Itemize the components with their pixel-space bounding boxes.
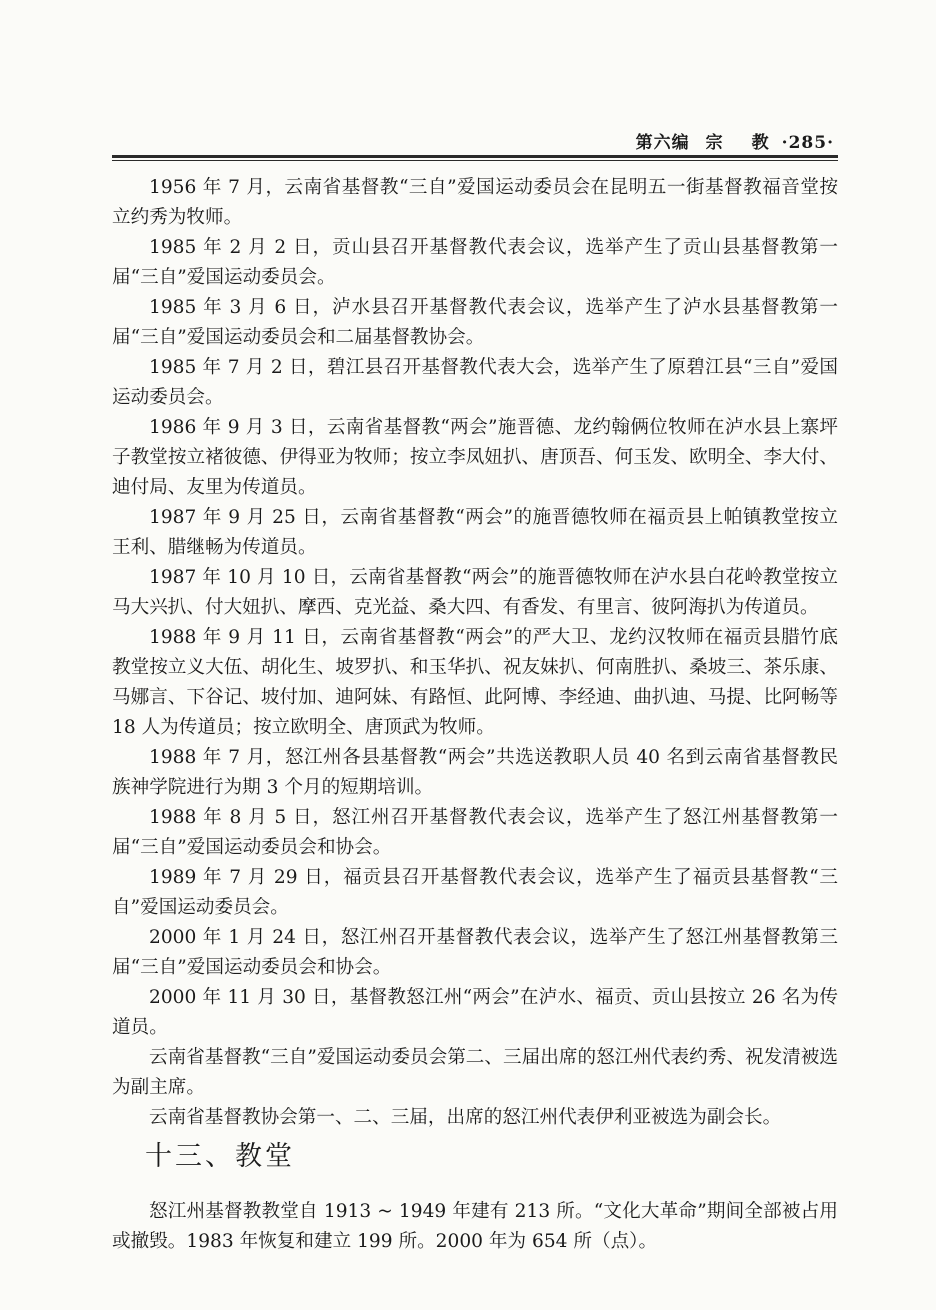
paragraph: 云南省基督教“三自”爱国运动委员会第二、三届出席的怒江州代表约秀、祝发清被选为副主席。: [112, 1047, 838, 1098]
header-text: [636, 128, 834, 153]
page-number: ·285·: [781, 133, 834, 153]
paragraph: 1986 年 9 月 3 日，云南省基督教“两会”施晋德、龙约翰俩位牧师在泸水县上寨坪子教堂按立褚彼德、伊得亚为牧师；按立李凤妞扒、唐顶吾、何玉发、欧明全、李大付、迪付局、友里为传道员。: [112, 417, 838, 498]
header-title-1: 宗: [705, 133, 724, 153]
paragraph: 1985 年 2 月 2 日，贡山县召开基督教代表会议，选举产生了贡山县基督教第一届“三自”爱国运动委员会。: [112, 237, 838, 288]
paragraph: 1988 年 8 月 5 日，怒江州召开基督教代表会议，选举产生了怒江州基督教第一届“三自”爱国运动委员会和协会。: [112, 807, 838, 858]
paragraph: 1987 年 10 月 10 日，云南省基督教“两会”的施晋德牧师在泸水县白花岭教堂按立马大兴扒、付大妞扒、摩西、克光益、桑大四、有香发、有里言、彼阿海扒为传道员。: [112, 567, 838, 618]
paragraph: 2000 年 1 月 24 日，怒江州召开基督教代表会议，选举产生了怒江州基督教第三届“三自”爱国运动委员会和协会。: [112, 927, 838, 978]
section-paragraph: 怒江州基督教教堂自 1913 ~ 1949 年建有 213 所。“文化大革命”期间全部被占用或撤毁。1983 年恢复和建立 199 所。2000 年为 654 所（点）。: [112, 1201, 838, 1252]
paragraph: 1985 年 3 月 6 日，泸水县召开基督教代表会议，选举产生了泸水县基督教第一届“三自”爱国运动委员会和二届基督教协会。: [112, 297, 838, 348]
section-body: [112, 1197, 838, 1257]
paragraph: 1989 年 7 月 29 日，福贡县召开基督教代表会议，选举产生了福贡县基督教“三自”爱国运动委员会。: [112, 867, 838, 918]
paragraph: 2000 年 11 月 30 日，基督教怒江州“两会”在泸水、福贡、贡山县按立 26 名为传道员。: [112, 987, 838, 1038]
paragraph: 云南省基督教协会第一、二、三届，出席的怒江州代表伊利亚被选为副会长。: [149, 1107, 782, 1128]
header-rule-thick: [112, 155, 838, 158]
paragraph: 1987 年 9 月 25 日，云南省基督教“两会”的施晋德牧师在福贡县上帕镇教堂按立王利、腊继畅为传道员。: [112, 507, 838, 558]
paragraph: 1985 年 7 月 2 日，碧江县召开基督教代表大会，选举产生了原碧江县“三自”爱国运动委员会。: [112, 357, 838, 408]
header-part: 第六编: [635, 133, 690, 153]
paragraph: 1988 年 9 月 11 日，云南省基督教“两会”的严大卫、龙约汉牧师在福贡县腊竹底教堂按立义大伍、胡化生、坡罗扒、和玉华扒、祝友妹扒、何南胜扒、桑坡三、茶乐康、马娜言、下谷记、坡付加、迪阿妹、有路恒、此阿博、李经迪、曲扒迪、马提、比阿畅等 18 人为传道员；按立欧明全、唐顶武为牧师。: [112, 627, 838, 738]
paragraph: 1988 年 7 月，怒江州各县基督教“两会”共选送教职人员 40 名到云南省基督教民族神学院进行为期 3 个月的短期培训。: [112, 747, 838, 798]
header-rule-thin: [112, 160, 838, 161]
chronology-body: [112, 173, 838, 1133]
running-header: [112, 128, 838, 154]
section-title: 十三、教堂: [145, 1141, 295, 1172]
paragraph: 1956 年 7 月，云南省基督教“三自”爱国运动委员会在昆明五一街基督教福音堂按立约秀为牧师。: [112, 177, 838, 228]
header-title-2: 教: [751, 133, 770, 153]
